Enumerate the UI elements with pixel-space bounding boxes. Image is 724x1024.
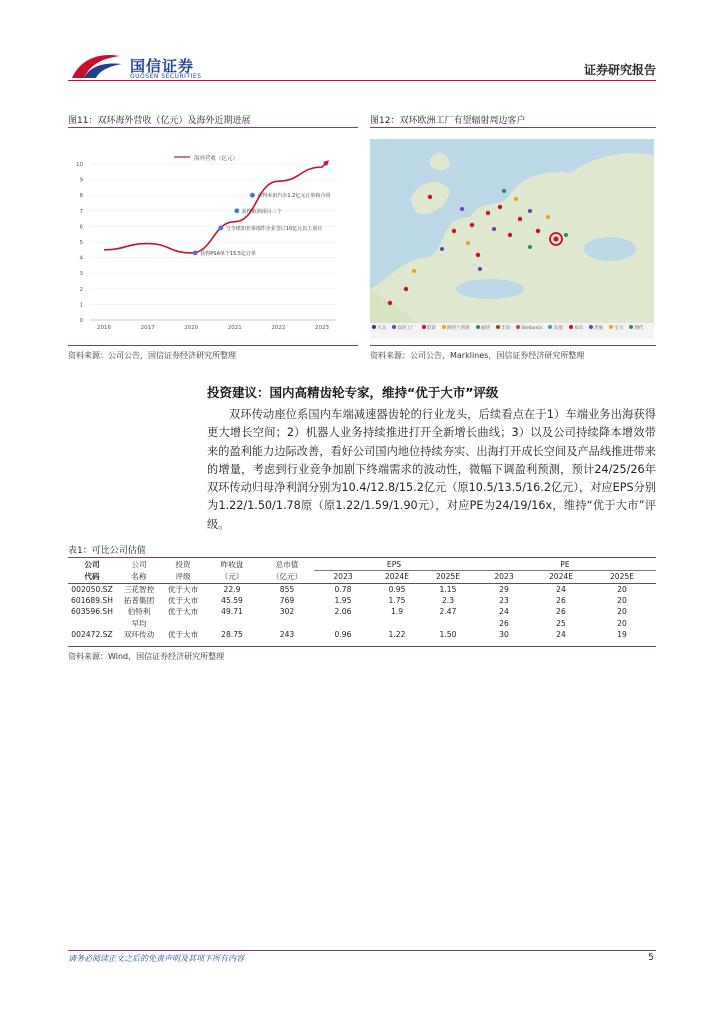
table-cell: 002472.SZ bbox=[71, 629, 113, 639]
map-legend-label: 奔驰 bbox=[593, 326, 604, 331]
map-pin-icon bbox=[496, 325, 500, 329]
th2-4: （亿元） bbox=[271, 572, 303, 582]
section-body: 双环传动座位系国内车端减速器齿轮的行业龙头，后续看点在于1）车端业务出海获得更大增长空间；2）机器人业务持续推进打开全新增长曲线；3）以及公司持续降本增效带来的盈利能力边际改善，看好公司国内地位持续夯实、出海打开成长空间及产品线推进带来的增量，考虑到行业竞争加剧下终端需求的波动性，微幅下调盈利预测，预计24/25/26年双环传动归母净利润分别为10.4/12.8/15.2亿元（原10.5/13.5/16.2亿元），对应EPS分别为1.22/1.50/1.78原（原1.22/1.59/1.90元），对应PE为24/19/16x，维持“优于大市”评级。 bbox=[207, 408, 656, 531]
table-cell: 19 bbox=[617, 629, 627, 639]
fig11-ytick-label: 0 bbox=[79, 318, 83, 324]
fig11-ytick-label: 5 bbox=[79, 240, 83, 246]
valuation-table bbox=[68, 559, 656, 640]
table-cell: 优于大市 bbox=[167, 584, 199, 594]
map-pin-icon bbox=[589, 325, 593, 329]
map-legend-item bbox=[476, 326, 490, 331]
table-row bbox=[68, 617, 656, 628]
fig11-title: 图11：双环海外营收（亿元）及海外近期进展 bbox=[68, 116, 251, 126]
th-close: 昨收盘 bbox=[220, 560, 244, 570]
table-cell: 优于大市 bbox=[167, 596, 199, 606]
th2-8: 2023 bbox=[494, 572, 514, 582]
th2-9: 2024E bbox=[548, 572, 574, 582]
map-legend-item bbox=[589, 326, 603, 331]
table-cell: 24 bbox=[499, 607, 509, 617]
table-cell: 2.3 bbox=[441, 596, 455, 606]
map-pin-icon bbox=[629, 325, 633, 329]
europe-map bbox=[370, 139, 654, 339]
table-cell: 30 bbox=[499, 629, 509, 639]
map-legend-item bbox=[629, 326, 643, 331]
table-cell: 1.95 bbox=[334, 596, 352, 606]
th2-6: 2024E bbox=[384, 572, 410, 582]
table-cell: 三花智控 bbox=[123, 584, 155, 594]
table-cell: 243 bbox=[279, 629, 295, 639]
table-row bbox=[68, 606, 656, 617]
map-legend-item bbox=[548, 326, 562, 331]
table-cell: 1.75 bbox=[388, 596, 406, 606]
fig11-annotation-gear-icon bbox=[250, 193, 255, 198]
table-cell: 45.59 bbox=[221, 596, 243, 606]
table-cell: 20 bbox=[617, 607, 627, 617]
fig11-xtick-label: 2020 bbox=[184, 325, 199, 331]
fig11-xtick-label: 2021 bbox=[227, 325, 242, 331]
table-cell: 2.06 bbox=[334, 607, 352, 617]
table-header-row-2 bbox=[68, 571, 656, 583]
map-legend-label: 其他 bbox=[553, 326, 563, 331]
table-cell: 拓普集团 bbox=[123, 596, 155, 606]
fig11-ytick-label: 2 bbox=[79, 286, 83, 293]
footer-divider bbox=[68, 950, 656, 951]
table-cell: 20 bbox=[617, 618, 627, 628]
table-cell: 855 bbox=[279, 584, 295, 594]
table-cell bbox=[260, 617, 314, 628]
table-cell: 20 bbox=[617, 596, 627, 606]
fig11-ytick-label: 1 bbox=[79, 302, 83, 309]
table1-top-rule bbox=[68, 557, 656, 558]
table-cell: 1.50 bbox=[439, 629, 457, 639]
fig12-source: 资料来源：公司公告，Marklines，国信证券经济研究所整理 bbox=[370, 351, 585, 360]
table-row bbox=[68, 583, 656, 595]
table-cell: 1.22 bbox=[388, 629, 406, 639]
fig11-legend-label: 海外营收（亿元） bbox=[194, 156, 239, 162]
fig11-ytick-label: 7 bbox=[79, 208, 83, 215]
section-title: 投资建议：国内高精齿轮专家，维持“优于大市”评级 bbox=[207, 385, 499, 400]
map-pin-icon bbox=[516, 325, 520, 329]
map-pin-icon bbox=[569, 325, 573, 329]
table-cell: 26 bbox=[499, 618, 509, 628]
map-legend-item bbox=[609, 326, 623, 331]
map-legend-label: 本田 bbox=[573, 326, 583, 331]
map-pin-icon bbox=[609, 325, 613, 329]
table-cell: 优于大市 bbox=[167, 629, 199, 639]
map-legend-label: 丰田 bbox=[500, 326, 511, 331]
logo-mark bbox=[70, 52, 124, 80]
map-legend-item bbox=[496, 326, 510, 331]
map-legend-label: 雷诺 bbox=[426, 326, 436, 331]
table-cell bbox=[68, 617, 116, 628]
page-number: 5 bbox=[648, 953, 654, 963]
fig11-xtick-label: 2016 bbox=[97, 325, 111, 331]
fig11-annotation-text: 获得本田汽车1.2亿元订单和合同 bbox=[257, 193, 331, 200]
fig11-ytick-label: 8 bbox=[79, 193, 83, 200]
map-legend-item bbox=[516, 326, 542, 331]
table-cell: 1.15 bbox=[439, 584, 457, 594]
table-row bbox=[68, 595, 656, 606]
th2-10: 2025E bbox=[609, 572, 635, 582]
table-cell: 双环传动 bbox=[123, 629, 155, 639]
fig11-source: 资料来源：公司公告，国信证券经济研究所整理 bbox=[68, 351, 236, 360]
table-cell: 2.47 bbox=[439, 607, 457, 617]
table-cell: 25 bbox=[556, 618, 566, 628]
fig11-annotation-text: 获得PSA单个15.5亿订单 bbox=[200, 250, 257, 257]
table-cell: 26 bbox=[556, 607, 566, 617]
table-cell bbox=[204, 617, 260, 628]
table-cell: 24 bbox=[556, 584, 566, 594]
table-cell: 769 bbox=[279, 596, 295, 606]
table-cell: 优于大市 bbox=[167, 607, 199, 617]
header-divider bbox=[68, 80, 656, 81]
table-cell bbox=[422, 617, 474, 628]
table-cell: 20 bbox=[617, 584, 627, 594]
fig11-ytick-label: 3 bbox=[79, 271, 83, 278]
table-cell: 302 bbox=[279, 607, 295, 617]
th-pe: PE bbox=[474, 559, 656, 571]
table-cell: 002050.SZ bbox=[71, 584, 113, 594]
table1-bottom-rule bbox=[68, 646, 656, 647]
fig11-ytick-label: 4 bbox=[79, 255, 83, 262]
table-cell: 0.96 bbox=[334, 629, 352, 639]
th2-2: 评级 bbox=[175, 572, 191, 582]
th-eps: EPS bbox=[314, 559, 474, 571]
map-legend-label: 福特 bbox=[480, 326, 490, 331]
th-mktcap: 总市值 bbox=[275, 560, 299, 570]
map-legend-item bbox=[422, 326, 436, 331]
fig11-ytick-label: 10 bbox=[76, 162, 83, 168]
table1-source: 资料来源：Wind，国信证券经济研究所整理 bbox=[68, 652, 225, 661]
fig11-annotation-text: 与全球知名零部件企业签订10亿元以上项目 bbox=[225, 225, 323, 232]
table-row bbox=[68, 629, 656, 640]
map-pin-icon bbox=[442, 325, 446, 329]
table-cell: 0.95 bbox=[388, 584, 406, 594]
table-cell: 24 bbox=[556, 629, 566, 639]
table-cell: 601689.SH bbox=[71, 596, 113, 606]
report-type: 证券研究报告 bbox=[583, 63, 656, 77]
fig11-annotation-text: 获得欧洲项目三个 bbox=[241, 208, 282, 215]
th2-5: 2023 bbox=[333, 572, 353, 582]
fig11-title-rule bbox=[68, 127, 358, 128]
map-legend-item bbox=[569, 326, 583, 331]
logo-text-en: GUOSEN SECURITIES bbox=[130, 73, 202, 80]
table-cell: 26 bbox=[556, 596, 566, 606]
map-pin-icon bbox=[392, 325, 396, 329]
th-rating: 投资 bbox=[175, 560, 191, 570]
fig11-ytick-label: 9 bbox=[79, 177, 83, 184]
table-cell: 23 bbox=[499, 596, 509, 606]
fig11-annotation-gear-icon bbox=[218, 226, 223, 231]
map-legend-label: 现代 bbox=[634, 326, 644, 331]
fig11-series-line bbox=[104, 163, 326, 253]
map-legend-label: 大众 bbox=[377, 326, 387, 331]
table-cell: 49.71 bbox=[221, 607, 243, 617]
table-header-row-1 bbox=[68, 559, 656, 571]
fig11-xtick-label: 2023 bbox=[315, 325, 329, 331]
map-legend-label: Stellantis bbox=[521, 326, 543, 331]
table-cell: 28.75 bbox=[221, 629, 243, 639]
th2-0: 代码 bbox=[84, 572, 100, 582]
table-cell: 伯特利 bbox=[127, 607, 151, 617]
th2-3: （元） bbox=[220, 572, 244, 582]
table-cell bbox=[162, 617, 204, 628]
map-legend-label: 双环工厂 bbox=[397, 326, 416, 331]
table1-title: 表1：可比公司估值 bbox=[68, 546, 146, 556]
table-cell: 22.9 bbox=[223, 584, 241, 594]
table-cell: 603596.SH bbox=[71, 607, 113, 617]
fig12-title: 图12：双环欧洲工厂有望辐射周边客户 bbox=[370, 116, 526, 126]
footer-disclaimer: 请务必阅读正文之后的免责声明及其项下所有内容 bbox=[68, 954, 244, 963]
fig12-title-rule bbox=[370, 127, 656, 128]
table-cell: 29 bbox=[499, 584, 509, 594]
table-cell: 1.9 bbox=[390, 607, 404, 617]
map-legend-item bbox=[442, 326, 470, 331]
fig11-bottom-rule bbox=[68, 345, 358, 346]
table-cell: 0.78 bbox=[334, 584, 352, 594]
map-pin-icon bbox=[372, 325, 376, 329]
fig11-annotation-gear-icon bbox=[193, 251, 198, 256]
map-legend-label: 斯特兰蒂斯 bbox=[446, 326, 470, 331]
th-code: 公司 bbox=[84, 560, 100, 570]
map-legend bbox=[372, 325, 652, 331]
table-cell bbox=[314, 617, 372, 628]
th2-1: 名称 bbox=[131, 572, 147, 582]
logo-text-cn: 国信证券 bbox=[130, 57, 195, 75]
map-legend-item bbox=[392, 326, 415, 331]
map-legend-item bbox=[372, 326, 386, 331]
th2-7: 2025E bbox=[435, 572, 461, 582]
logo-icon bbox=[70, 52, 124, 80]
fig11-xtick-label: 2017 bbox=[140, 325, 155, 331]
fig11-xtick-label: 2022 bbox=[271, 325, 286, 331]
table-cell bbox=[372, 617, 422, 628]
fig12-bottom-rule bbox=[370, 345, 656, 346]
table-cell: 早均 bbox=[131, 618, 147, 628]
fig11-annotation-gear-icon bbox=[234, 208, 239, 213]
fig11-chart bbox=[68, 134, 358, 340]
map-pin-icon bbox=[548, 325, 552, 329]
map-legend-label: 宝马 bbox=[614, 326, 624, 331]
map-pin-icon bbox=[422, 325, 426, 329]
th-name: 公司 bbox=[131, 560, 147, 570]
fig11-ytick-label: 6 bbox=[79, 224, 83, 231]
map-pin-icon bbox=[476, 325, 480, 329]
